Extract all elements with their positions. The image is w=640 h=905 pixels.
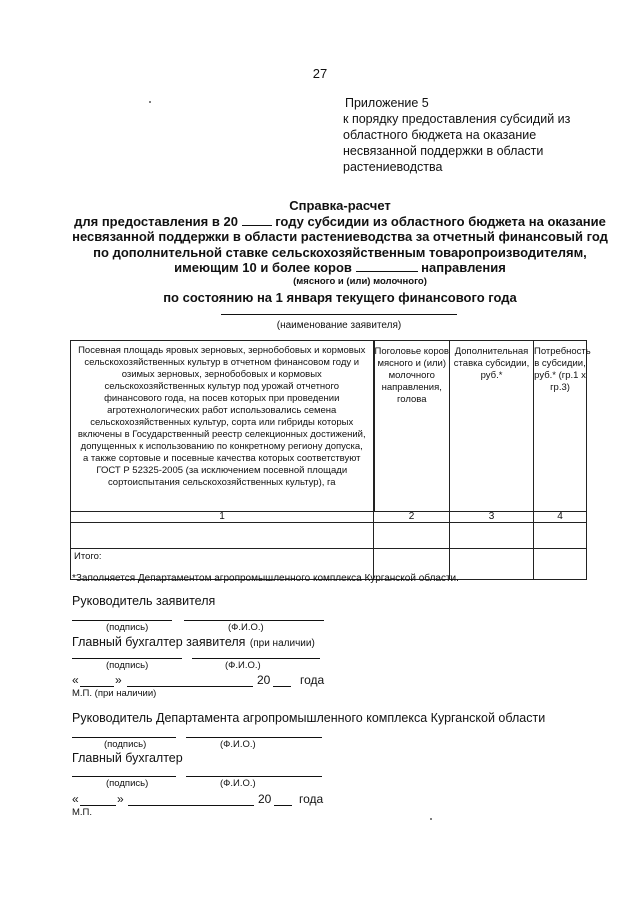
day-line	[80, 805, 116, 806]
scan-speck	[430, 818, 432, 820]
table-cell	[374, 523, 450, 549]
month-line	[128, 805, 254, 806]
table-cell	[71, 523, 374, 549]
fio-caption: (Ф.И.О.)	[225, 660, 261, 671]
year-line	[274, 805, 292, 806]
applicant-head-label: Руководитель заявителя	[72, 594, 216, 608]
column-number: 3	[450, 512, 534, 523]
title-line-3: по дополнительной ставке сельскохозяйственным товаропроизводителям,	[93, 244, 587, 260]
quote-open: «	[72, 792, 79, 806]
title-line-1-start: для предоставления в 20	[74, 213, 238, 229]
table-row	[71, 523, 587, 549]
appendix-line: к порядку предоставления субсидий из	[343, 112, 571, 126]
signature-caption: (подпись)	[106, 778, 149, 789]
stamp-label: М.П. (при наличии)	[72, 688, 157, 699]
signature-caption: (подпись)	[106, 660, 149, 671]
table-cell	[450, 549, 534, 580]
stamp-label: М.П.	[72, 807, 93, 818]
column-number: 2	[374, 512, 450, 523]
signature-line	[72, 737, 176, 738]
year-suffix: года	[299, 792, 324, 806]
year-prefix: 20	[258, 792, 272, 806]
appendix-line: областного бюджета на оказание	[343, 128, 537, 142]
chief-accountant-label: Главный бухгалтер	[72, 751, 183, 765]
scan-speck	[149, 101, 151, 103]
header-extra-rate: Дополнительная ставка субсидии, руб.*	[450, 341, 534, 512]
signature-caption: (подпись)	[106, 622, 149, 633]
appendix-line: несвязанной поддержки в области	[343, 144, 544, 158]
fio-line	[186, 776, 322, 777]
quote-close: »	[117, 792, 124, 806]
signature-line	[72, 776, 176, 777]
table-header-row	[71, 341, 587, 512]
day-line	[80, 686, 114, 687]
if-any-note: (при наличии)	[249, 638, 315, 649]
year-suffix: года	[300, 673, 325, 687]
year-blank	[242, 214, 272, 226]
appendix-line: растениеводства	[343, 160, 443, 174]
header-cow-count: Поголовье коров мясного и (или) молочного направления, голова	[374, 341, 450, 512]
signature-line	[72, 620, 172, 621]
title-line-4-start: имеющим 10 и более коров	[174, 260, 352, 275]
table-cell	[450, 523, 534, 549]
fio-line	[186, 737, 322, 738]
header-subsidy-need: Потребность в субсидии, руб.* (гр.1 х гр.3)	[534, 341, 587, 512]
header-sown-area: Посевная площадь яровых зерновых, зернобобовых и кормовых сельскохозяйственных культур в отчетном финансовом году и озимых зерновых, зернобобовых и кормовых сельскохозяйственных культур под урожай отчетного финансового года, на посев которых при проведении агротехнологических работ использовались семена сельскохозяйственных культур, сорта или гибриды которых включены в Государственный реестр селекционных достижений, допущенных к использованию по конкретному региону допуска, а также сортовые и посевные качества которых соответствуют ГОСТ Р 52325-2005 (за исключением посевной площади сортоиспытания сельскохозяйственных культур), га	[71, 341, 374, 512]
department-head-label: Руководитель Департамента агропромышленного комплекса Курганской области	[72, 711, 546, 725]
document-title-block	[60, 198, 620, 305]
appendix-block	[343, 95, 603, 175]
table-row	[71, 512, 587, 523]
applicant-accountant-label: Главный бухгалтер заявителя	[72, 635, 246, 649]
column-number: 1	[71, 512, 374, 523]
direction-hint: (мясного и (или) молочного)	[293, 275, 427, 287]
quote-open: «	[72, 673, 79, 687]
title-line-4-end: направления	[421, 260, 506, 275]
year-prefix: 20	[257, 673, 271, 687]
total-label: Итого:	[71, 549, 374, 580]
applicant-accountant-row	[72, 633, 315, 651]
applicant-name-line	[221, 314, 457, 315]
month-line	[127, 686, 253, 687]
fio-caption: (Ф.И.О.)	[220, 739, 256, 750]
title-line-2: несвязанной поддержки в области растениеводства за отчетный финансовый год	[72, 229, 608, 244]
signature-line	[72, 658, 182, 659]
appendix-title: Приложение 5	[345, 96, 429, 110]
footnote: *Заполняется Департаментом агропромышленного комплекса Курганской области.	[72, 573, 459, 584]
year-line	[273, 686, 291, 687]
fio-caption: (Ф.И.О.)	[228, 622, 264, 633]
quote-close: »	[115, 673, 122, 687]
calculation-table	[70, 340, 591, 580]
title-line-4	[60, 260, 620, 276]
page-number: 27	[312, 66, 328, 81]
document-heading: Справка-расчет	[289, 198, 391, 213]
signature-caption: (подпись)	[104, 739, 147, 750]
direction-blank	[356, 260, 418, 272]
title-line-1-end: году субсидии из областного бюджета на оказание	[275, 213, 606, 229]
table-cell	[534, 549, 587, 580]
column-number: 4	[534, 512, 587, 523]
title-line-1	[60, 214, 620, 230]
fio-caption: (Ф.И.О.)	[220, 778, 256, 789]
table-cell	[534, 523, 587, 549]
applicant-caption: (наименование заявителя)	[276, 320, 402, 331]
fio-line	[184, 620, 324, 621]
title-line-5: по состоянию на 1 января текущего финансового года	[163, 289, 517, 305]
fio-line	[192, 658, 320, 659]
